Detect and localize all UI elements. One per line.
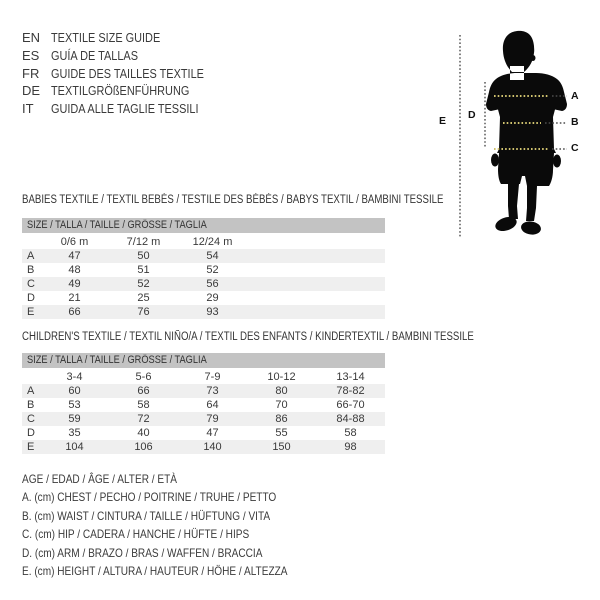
measurement-legend: [22, 470, 338, 580]
cell: 25: [137, 292, 150, 304]
cell: 52: [137, 278, 150, 290]
row-label: C: [27, 413, 35, 425]
row-label: D: [27, 427, 35, 439]
left-hand: [491, 154, 499, 167]
legend-text: C. (cm) HIP / CADERA / HANCHE / HÜFTE / HIPS: [22, 527, 250, 542]
table-row: [22, 384, 385, 398]
row-label: B: [27, 264, 35, 276]
legend-line-age: [22, 470, 338, 488]
cell: 48: [68, 264, 81, 276]
cell: 35: [68, 427, 81, 439]
legend-text: D. (cm) ARM / BRAZO / BRAS / WAFFEN / BRACCIA: [22, 545, 263, 560]
cell: 66-70: [336, 399, 365, 411]
language-title: TEXTILE SIZE GUIDE: [51, 30, 161, 45]
table-row: [22, 263, 385, 277]
table-row: [22, 426, 385, 440]
table-row: [22, 398, 385, 412]
cell: 49: [68, 278, 81, 290]
cell: 60: [68, 385, 81, 397]
row-label: D: [27, 292, 35, 304]
language-code: DE: [22, 83, 41, 99]
language-code: ES: [22, 47, 40, 63]
row-label: E: [27, 441, 35, 453]
children-size-table: [22, 353, 385, 454]
table-row: [22, 305, 385, 319]
legend-line-hip: [22, 525, 338, 543]
cell: 76: [137, 306, 150, 318]
column-header: 5-6: [135, 371, 152, 383]
cell: 93: [206, 306, 219, 318]
marker-label-arm: D: [468, 109, 476, 121]
language-title: TEXTILGRÖßENFÜHRUNG: [51, 83, 190, 99]
legend-text: E. (cm) HEIGHT / ALTURA / HAUTEUR / HÖHE / ALTEZZA: [22, 563, 288, 578]
children-section-title-text: CHILDREN'S TEXTILE / TEXTIL NIÑO/A / TEXTIL DES ENFANTS / KINDERTEXTIL / BAMBINI TESSILE: [22, 331, 474, 343]
cell: 47: [206, 427, 219, 439]
cell: 50: [137, 250, 150, 262]
legend-text: A. (cm) CHEST / PECHO / POITRINE / TRUHE / PETTO: [22, 490, 277, 505]
column-header: 13-14: [336, 371, 365, 383]
cell: 58: [344, 427, 357, 439]
babies-size-table: [22, 218, 385, 319]
row-label: B: [27, 399, 35, 411]
cell: 150: [272, 441, 291, 453]
language-row-it: [22, 100, 233, 118]
cell: 53: [68, 399, 81, 411]
table-row: [22, 412, 385, 426]
children-column-headers: [22, 371, 385, 384]
cell: 64: [206, 399, 219, 411]
legend-line-arm: [22, 544, 338, 562]
legend-line-waist: [22, 507, 338, 525]
language-row-fr: [22, 65, 233, 83]
language-title: GUIDE DES TAILLES TEXTILE: [51, 65, 204, 81]
cell: 78-82: [336, 385, 365, 397]
row-label: A: [27, 385, 35, 397]
language-row-es: [22, 47, 233, 65]
table-row: [22, 249, 385, 263]
cell: 98: [344, 441, 357, 453]
marker-label-waist: B: [571, 116, 579, 128]
cell: 106: [134, 441, 153, 453]
empty-corner-cell: [22, 236, 40, 249]
children-section-title: [22, 331, 560, 343]
filler-cell: [247, 263, 385, 277]
legend-line-chest: [22, 488, 338, 506]
children-table-header-bar: [22, 353, 385, 368]
cell: 21: [68, 292, 81, 304]
language-title: GUIDA ALLE TAGLIE TESSILI: [51, 101, 199, 117]
column-header: 7/12 m: [126, 236, 161, 248]
column-header: 0/6 m: [60, 236, 89, 248]
cell: 79: [206, 413, 219, 425]
cell: 70: [275, 399, 288, 411]
babies-section-title-text: BABIES TEXTILE / TEXTIL BEBÉS / TESTILE DES BÉBÉS / BABYS TEXTIL / BAMBINI TESSILE: [22, 194, 444, 206]
cell: 66: [137, 385, 150, 397]
cell: 29: [206, 292, 219, 304]
cell: 104: [65, 441, 84, 453]
language-list: [22, 29, 233, 118]
table-row: [22, 277, 385, 291]
column-header: 7-9: [204, 371, 221, 383]
cell: 52: [206, 264, 219, 276]
column-header: 12/24 m: [192, 236, 233, 248]
marker-label-chest: A: [571, 90, 579, 102]
legend-line-height: [22, 562, 338, 580]
empty-corner-cell: [22, 371, 40, 384]
filler-cell: [247, 249, 385, 263]
babies-section-title: [22, 194, 524, 206]
right-shoe: [520, 220, 542, 236]
cell: 54: [206, 250, 219, 262]
filler-cell: [247, 277, 385, 291]
cell: 59: [68, 413, 81, 425]
measurement-diagram: [430, 20, 600, 240]
cell: 58: [137, 399, 150, 411]
language-code: EN: [22, 30, 41, 45]
ear-bump: [531, 55, 536, 61]
filler-cell: [247, 291, 385, 305]
row-label: C: [27, 278, 35, 290]
column-header: 3-4: [66, 371, 83, 383]
right-hand: [553, 155, 561, 168]
marker-label-hip: C: [571, 142, 579, 154]
cell: 84-88: [336, 413, 365, 425]
cell: 80: [275, 385, 288, 397]
filler-cell: [247, 236, 385, 249]
column-header: 10-12: [267, 371, 296, 383]
cell: 73: [206, 385, 219, 397]
cell: 56: [206, 278, 219, 290]
cell: 66: [68, 306, 81, 318]
language-row-de: [22, 82, 233, 100]
legend-text: B. (cm) WAIST / CINTURA / TAILLE / HÜFTUNG / VITA: [22, 508, 271, 523]
babies-column-headers: [22, 236, 385, 249]
filler-cell: [247, 305, 385, 319]
language-code: IT: [22, 101, 34, 117]
legend-text: AGE / EDAD / ÂGE / ALTER / ETÀ: [22, 472, 177, 486]
babies-table-header-bar: [22, 218, 385, 233]
row-label: E: [27, 306, 35, 318]
child-silhouette-figure: [430, 20, 600, 240]
cell: 51: [137, 264, 150, 276]
cell: 55: [275, 427, 288, 439]
cell: 140: [203, 441, 222, 453]
cell: 72: [137, 413, 150, 425]
cell: 40: [137, 427, 150, 439]
child-silhouette: [486, 31, 567, 221]
language-code: FR: [22, 65, 40, 81]
cell: 86: [275, 413, 288, 425]
babies-table-header-text: SIZE / TALLA / TAILLE / GRÖSSE / TAGLIA: [27, 219, 207, 231]
row-label: A: [27, 250, 35, 262]
table-row: [22, 291, 385, 305]
language-row-en: [22, 29, 233, 47]
cell: 47: [68, 250, 81, 262]
language-title: GUÍA DE TALLAS: [51, 47, 138, 63]
children-table-header-text: SIZE / TALLA / TAILLE / GRÖSSE / TAGLIA: [27, 354, 207, 366]
table-row: [22, 440, 385, 454]
marker-label-height: E: [439, 115, 447, 127]
